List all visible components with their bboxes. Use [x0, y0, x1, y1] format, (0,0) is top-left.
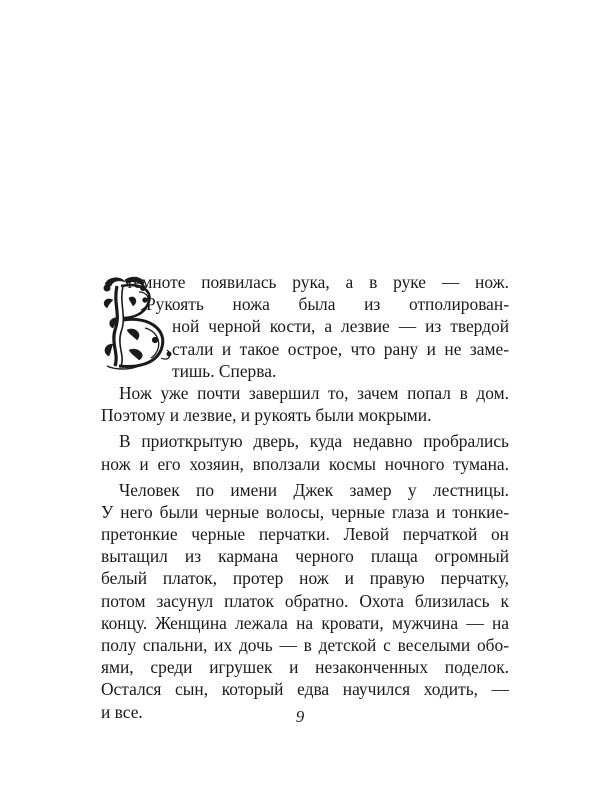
chapter-text — [101, 271, 509, 723]
text-line: полу спальни, их дочь — в детской с веселыми обо- — [101, 635, 509, 655]
text-line: темноте появилась рука, а в руке — нож. — [126, 272, 509, 292]
text-line: Поэтому и лезвие, и рукоять были мокрыми. — [101, 405, 432, 426]
text-line: и все. — [101, 701, 143, 722]
text-line: ями, среди игрушек и незаконченных поделок. — [101, 657, 509, 678]
text-line: Рукоять ножа была из отполирован- — [146, 294, 509, 315]
text-line: концу. Женщина лежала на кровати, мужчина — на — [101, 612, 509, 633]
text-line: У него были черные волосы, черные глаза и тонкие- — [101, 501, 509, 522]
text-line: В приоткрытую дверь, куда недавно пробрались — [119, 431, 509, 452]
dropcap-letter: В — [99, 274, 100, 275]
text-line: ной черной кости, а лезвие — из твердой — [172, 316, 509, 337]
text-line: Человек по имени Джек замер у лестницы. — [119, 479, 509, 500]
text-line: нож и его хозяин, вползали космы ночного тумана. — [101, 453, 509, 474]
text-line: стали и такое острое, что рану и не заме- — [172, 338, 509, 359]
text-line: белый платок, протер нож и правую перчатку, — [101, 568, 509, 589]
page-number: 9 — [295, 707, 305, 726]
text-line: тишь. Сперва. — [172, 360, 277, 381]
text-line: претонкие черные перчатки. Левой перчаткой он — [101, 524, 509, 545]
text-line: Остался сын, который едва научился ходить, — — [101, 679, 509, 700]
text-line: Нож уже почти завершил то, зачем попал в дом. — [119, 382, 509, 403]
text-line: потом засунул платок обратно. Охота близилась к — [101, 590, 509, 611]
text-line: вытащил из кармана черного плаща огромный — [101, 546, 509, 567]
